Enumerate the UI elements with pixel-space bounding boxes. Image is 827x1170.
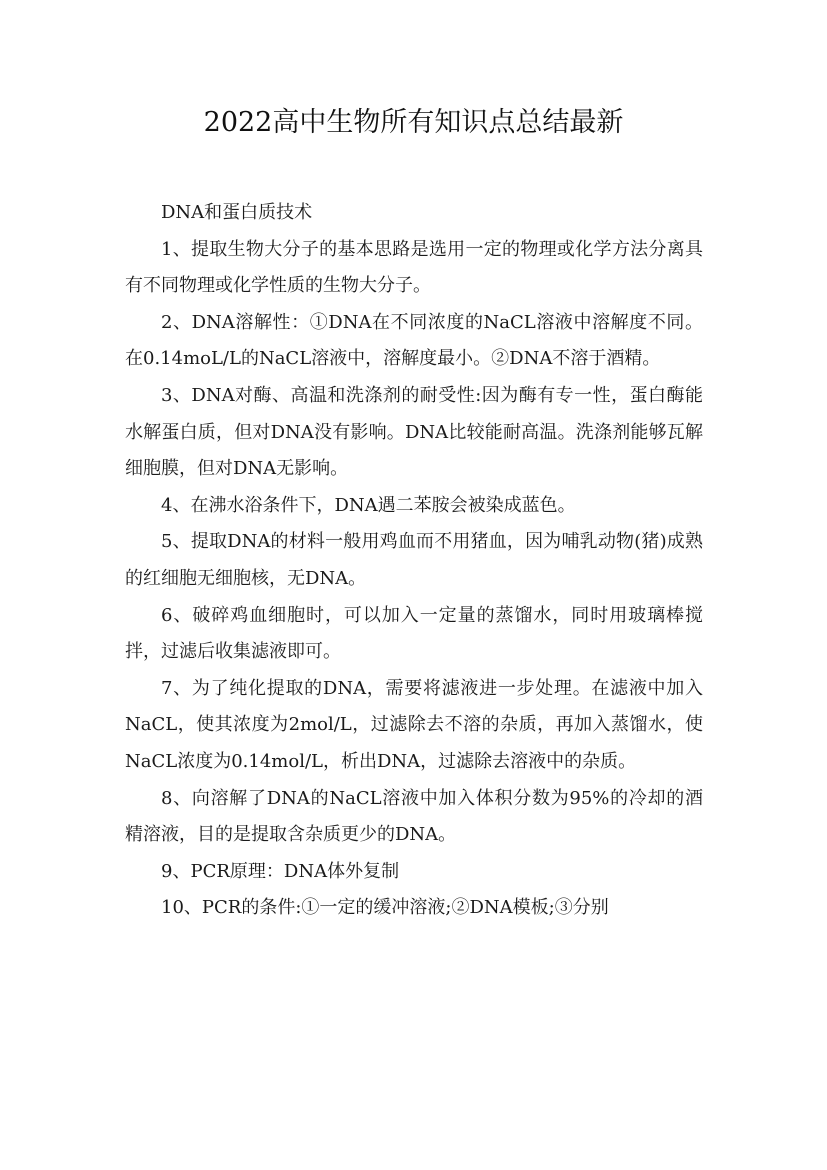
document-body: [125, 195, 703, 927]
paragraph-6: 6、破碎鸡血细胞时，可以加入一定量的蒸馏水，同时用玻璃棒搅拌，过滤后收集滤液即可。: [125, 604, 703, 663]
paragraph-10: 10、PCR的条件:①一定的缓冲溶液;②DNA模板;③分别: [161, 897, 609, 919]
paragraph-2: 2、DNA溶解性：①DNA在不同浓度的NaCL溶液中溶解度不同。在0.14moL/L的NaCL溶液中，溶解度最小。②DNA不溶于酒精。: [125, 311, 703, 370]
paragraph-4: 4、在沸水浴条件下，DNA遇二苯胺会被染成蓝色。: [161, 494, 576, 516]
paragraph-5: 5、提取DNA的材料一般用鸡血而不用猪血，因为哺乳动物(猪)成熟的红细胞无细胞核，无DNA。: [125, 531, 703, 589]
paragraph-8: 8、向溶解了DNA的NaCL溶液中加入体积分数为95%的冷却的酒精溶液，目的是提取含杂质更少的DNA。: [125, 787, 703, 846]
document-title: 2022高中生物所有知识点总结最新: [203, 107, 624, 138]
paragraph-3: 3、DNA对酶、高温和洗涤剂的耐受性:因为酶有专一性，蛋白酶能水解蛋白质，但对DNA没有影响。DNA比较能耐高温。洗涤剂能够瓦解细胞膜，但对DNA无影响。: [125, 384, 703, 480]
paragraph-7: 7、为了纯化提取的DNA，需要将滤液进一步处理。在滤液中加入NaCL，使其浓度为2mol/L，过滤除去不溶的杂质，再加入蒸馏水，使NaCL浓度为0.14mol/L，析出DNA，过滤除去溶液中的杂质。: [125, 677, 703, 772]
paragraph-1: 1、提取生物大分子的基本思路是选用一定的物理或化学方法分离具有不同物理或化学性质的生物大分子。: [125, 238, 703, 297]
paragraph-9: 9、PCR原理：DNA体外复制: [161, 860, 400, 882]
section-heading: DNA和蛋白质技术: [161, 202, 313, 223]
